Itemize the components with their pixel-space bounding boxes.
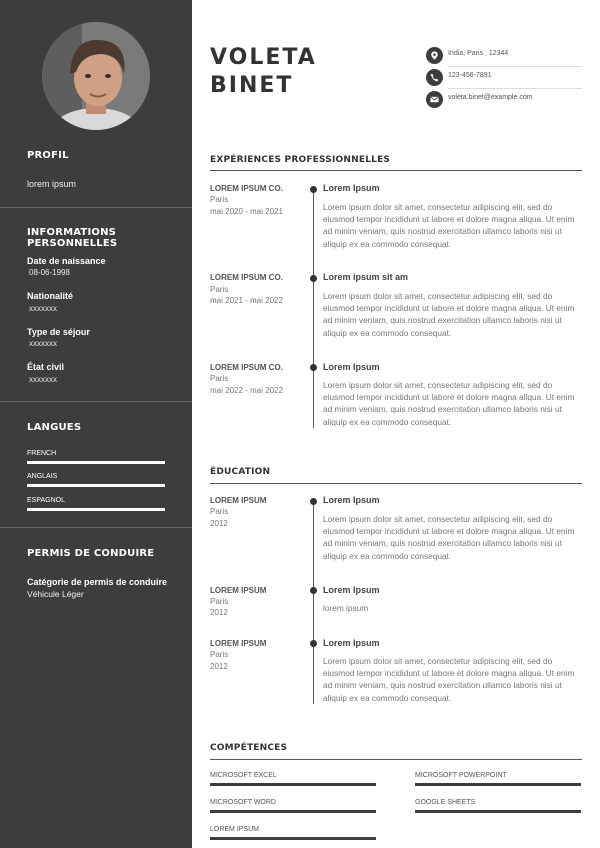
experience-city: Paris — [210, 285, 229, 294]
birthdate-label: Date de naissance — [27, 256, 106, 266]
education-description: Lorem ipsum dolor sit amet, consectetur adipiscing elit, sed do eiusmod tempor incididunt ut labore et dolore magna aliqua. Ut enim ad minim veniam, quis nostrud exercitation ullamco laboris nisi ut aliquip ex ea commodo consequat. — [323, 514, 575, 561]
language-name: ANGLAIS — [27, 473, 58, 480]
email-text: voleta.binet@example.com — [448, 94, 533, 101]
skill-level-bar — [210, 810, 376, 813]
timeline-dot — [310, 364, 317, 371]
email-icon — [426, 91, 443, 108]
nationality-label: Nationalité — [27, 291, 74, 301]
skill-level-bar — [210, 837, 376, 840]
skill-name: MICROSOFT WORD — [210, 799, 276, 806]
language-level-bar — [27, 461, 165, 464]
experience-company: LOREM IPSUM CO. — [210, 273, 283, 282]
language-level-bar — [27, 508, 165, 511]
experience-company: LOREM IPSUM CO. — [210, 184, 283, 193]
education-city: Paris — [210, 507, 229, 516]
skill-name: GOOGLE SHEETS — [415, 799, 476, 806]
residence-type-value: xxxxxxx — [29, 339, 57, 348]
education-school: LOREM IPSUM — [210, 639, 267, 648]
education-city: Paris — [210, 597, 229, 606]
timeline-dot — [310, 186, 317, 193]
education-city: Paris — [210, 650, 229, 659]
license-category-value: Véhicule Léger — [27, 589, 84, 599]
experience-dates: mai 2020 - mai 2021 — [210, 207, 283, 216]
education-school: LOREM IPSUM — [210, 586, 267, 595]
experience-description: Lorem ipsum dolor sit amet, consectetur adipiscing elit, sed do eiusmod tempor incididunt ut labore et dolore magna aliqua. Ut enim ad minim veniam, quis nostrud exercitation ullamco laboris nisi ut aliquip ex ea commodo consequat. — [323, 380, 575, 427]
sidebar — [0, 0, 192, 848]
marital-status-label: État civil — [27, 362, 65, 372]
education-title: Lorem Ipsum — [323, 638, 380, 648]
experience-title: Lorem Ipsum — [323, 183, 380, 193]
education-year: 2012 — [210, 519, 228, 528]
education-description: Lorem ipsum dolor sit amet, consectetur adipiscing elit, sed do eiusmod tempor incididunt ut labore et dolore magna aliqua. Ut enim ad minim veniam, quis nostrud exercitation ullamco laboris nisi ut aliquip ex ea commodo consequat. — [323, 656, 575, 703]
license-heading: PERMIS DE CONDUIRE — [27, 548, 155, 559]
profile-heading: PROFIL — [27, 150, 69, 161]
phone-text: 123-456-7891 — [448, 72, 492, 79]
divider — [0, 527, 192, 528]
education-year: 2012 — [210, 662, 228, 671]
last-name: BINET — [210, 73, 294, 98]
phone-icon — [426, 69, 443, 86]
experience-company: LOREM IPSUM CO. — [210, 363, 283, 372]
experience-dates: mai 2021 - mai 2022 — [210, 296, 283, 305]
location-pin-icon — [426, 47, 443, 64]
divider — [0, 207, 192, 208]
divider — [0, 401, 192, 402]
experience-heading: EXPÉRIENCES PROFESSIONNELLES — [210, 155, 391, 165]
timeline-dot — [310, 275, 317, 282]
divider — [210, 483, 582, 484]
skill-name: MICROSOFT POWERPOINT — [415, 772, 507, 779]
license-category-label: Catégorie de permis de conduire — [27, 577, 168, 587]
residence-type-label: Type de séjour — [27, 327, 90, 337]
education-description: lorem ipsum — [323, 603, 369, 613]
avatar — [42, 22, 150, 130]
birthdate-value: 08-06-1998 — [29, 268, 70, 277]
divider — [210, 759, 582, 760]
experience-city: Paris — [210, 374, 229, 383]
education-timeline — [313, 500, 314, 704]
nationality-value: xxxxxxx — [29, 304, 57, 313]
experience-description: Lorem ipsum dolor sit amet, consectetur adipiscing elit, sed do eiusmod tempor incididunt ut labore et dolore magna aliqua. Ut enim ad minim veniam, quis nostrud exercitation ullamco laboris nisi ut aliquip ex ea commodo consequat. — [323, 202, 575, 249]
timeline-dot — [310, 498, 317, 505]
portrait-photo — [42, 22, 150, 130]
education-title: Lorem Ipsum — [323, 585, 380, 595]
education-year: 2012 — [210, 608, 228, 617]
profile-text: lorem ipsum — [27, 179, 77, 189]
education-title: Lorem Ipsum — [323, 495, 380, 505]
experience-timeline — [313, 188, 314, 428]
timeline-dot — [310, 640, 317, 647]
experience-dates: mai 2022 - mai 2022 — [210, 386, 283, 395]
timeline-dot — [310, 587, 317, 594]
experience-city: Paris — [210, 195, 229, 204]
divider — [210, 170, 582, 171]
skill-level-bar — [210, 783, 376, 786]
personal-info-heading: INFORMATIONS PERSONNELLES — [27, 227, 118, 249]
skill-name: MICROSOFT EXCEL — [210, 772, 277, 779]
experience-description: Lorem ipsum dolor sit amet, consectetur adipiscing elit, sed do eiusmod tempor incididunt ut labore et dolore magna aliqua. Ut enim ad minim veniam, quis nostrud exercitation ullamco laboris nisi ut aliquip ex ea commodo consequat. — [323, 291, 575, 338]
first-name: VOLETA — [210, 45, 317, 70]
skill-level-bar — [415, 783, 581, 786]
experience-title: Lorem Ipsum — [323, 362, 380, 372]
language-name: ESPAGNOL — [27, 497, 65, 504]
skill-level-bar — [415, 810, 581, 813]
education-school: LOREM IPSUM — [210, 496, 267, 505]
language-name: FRENCH — [27, 450, 57, 457]
experience-title: Lorem ipsum sit am — [323, 272, 409, 282]
skills-heading: COMPÉTENCES — [210, 743, 288, 753]
marital-status-value: xxxxxxx — [29, 375, 57, 384]
address-text: India, Paris , 12344 — [448, 50, 509, 57]
language-level-bar — [27, 484, 165, 487]
contact-phone — [426, 67, 582, 89]
contact-address — [426, 45, 582, 67]
contact-email — [426, 89, 582, 111]
languages-heading: LANGUES — [27, 422, 82, 433]
education-heading: ÉDUCATION — [210, 467, 271, 477]
skill-name: LOREM IPSUM — [210, 826, 260, 833]
